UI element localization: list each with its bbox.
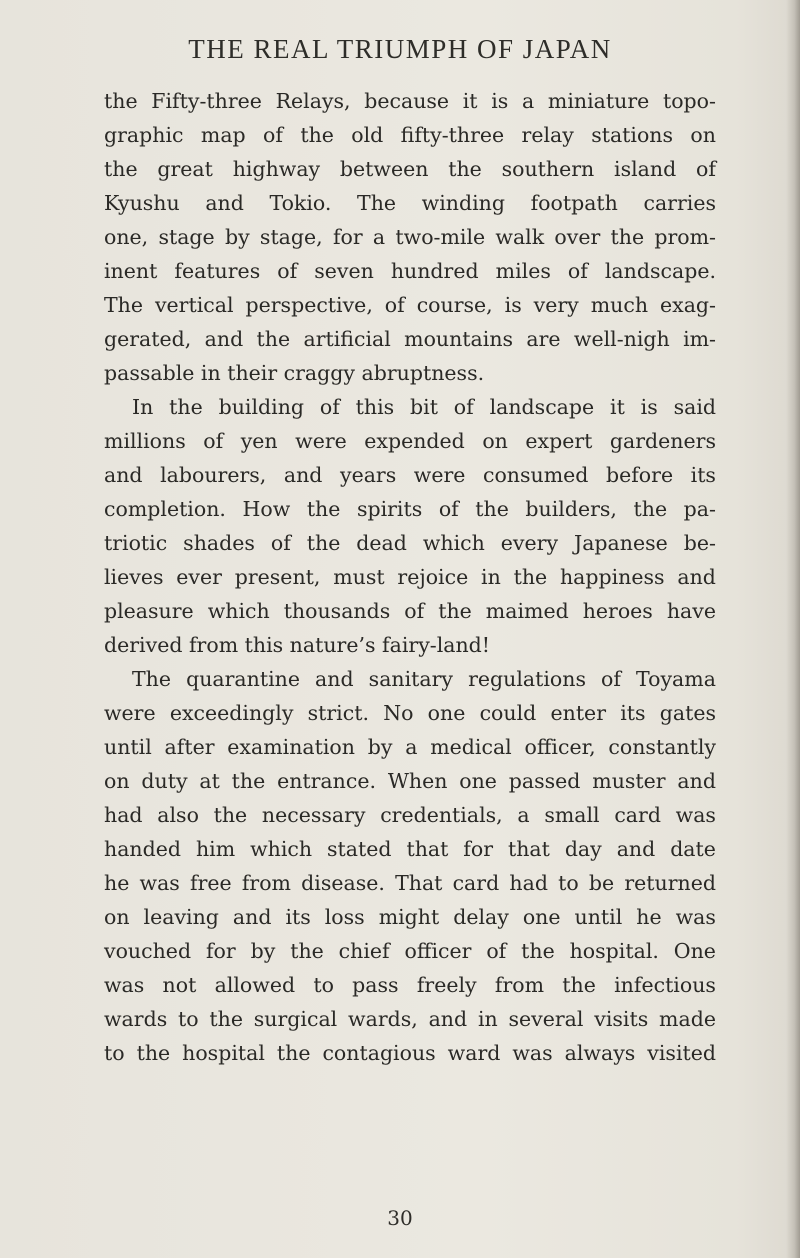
body-text bbox=[104, 84, 716, 1070]
text-line: one, stage by stage, for a two-mile walk over the prom- bbox=[104, 225, 716, 249]
text-line: derived from this nature’s fairy-land! bbox=[104, 633, 491, 657]
page-number: 30 bbox=[387, 1206, 413, 1230]
text-line: he was free from disease. That card had to be returned bbox=[104, 871, 716, 895]
text-line: handed him which stated that for that day and date bbox=[104, 837, 716, 861]
text-line: lieves ever present, must rejoice in the happiness and bbox=[104, 565, 716, 589]
text-line: triotic shades of the dead which every Japanese be- bbox=[104, 531, 716, 555]
text-line: was not allowed to pass freely from the infectious bbox=[104, 973, 716, 997]
text-line: millions of yen were expended on expert gardeners bbox=[104, 429, 716, 453]
text-line: The quarantine and sanitary regulations of Toyama bbox=[132, 667, 716, 691]
text-line: and labourers, and years were consumed before its bbox=[104, 463, 716, 487]
text-line: had also the necessary credentials, a small card was bbox=[104, 803, 716, 827]
text-line: The vertical perspective, of course, is very much exag- bbox=[104, 293, 716, 317]
text-line: Kyushu and Tokio. The winding footpath carries bbox=[104, 191, 716, 215]
page-edge-shadow bbox=[786, 0, 800, 1258]
text-line: the great highway between the southern island of bbox=[104, 157, 716, 181]
text-line: vouched for by the chief officer of the hospital. One bbox=[104, 939, 716, 963]
text-line: pleasure which thousands of the maimed heroes have bbox=[104, 599, 716, 623]
text-line: gerated, and the artificial mountains are well-nigh im- bbox=[104, 327, 716, 351]
text-line: until after examination by a medical officer, constantly bbox=[104, 735, 716, 759]
text-line: on duty at the entrance. When one passed muster and bbox=[104, 769, 716, 793]
text-line: completion. How the spirits of the builders, the pa- bbox=[104, 497, 716, 521]
text-line: In the building of this bit of landscape it is said bbox=[132, 395, 716, 419]
text-line: graphic map of the old fifty-three relay stations on bbox=[104, 123, 716, 147]
running-head: THE REAL TRIUMPH OF JAPAN bbox=[188, 34, 612, 64]
text-line: on leaving and its loss might delay one until he was bbox=[104, 905, 716, 929]
text-line: passable in their craggy abruptness. bbox=[104, 361, 485, 385]
text-line: inent features of seven hundred miles of landscape. bbox=[104, 259, 716, 283]
text-line: wards to the surgical wards, and in several visits made bbox=[104, 1007, 716, 1031]
text-line: were exceedingly strict. No one could enter its gates bbox=[104, 701, 716, 725]
text-line: to the hospital the contagious ward was always visited bbox=[104, 1041, 716, 1065]
text-line: the Fifty-three Relays, because it is a miniature topo- bbox=[104, 89, 716, 113]
